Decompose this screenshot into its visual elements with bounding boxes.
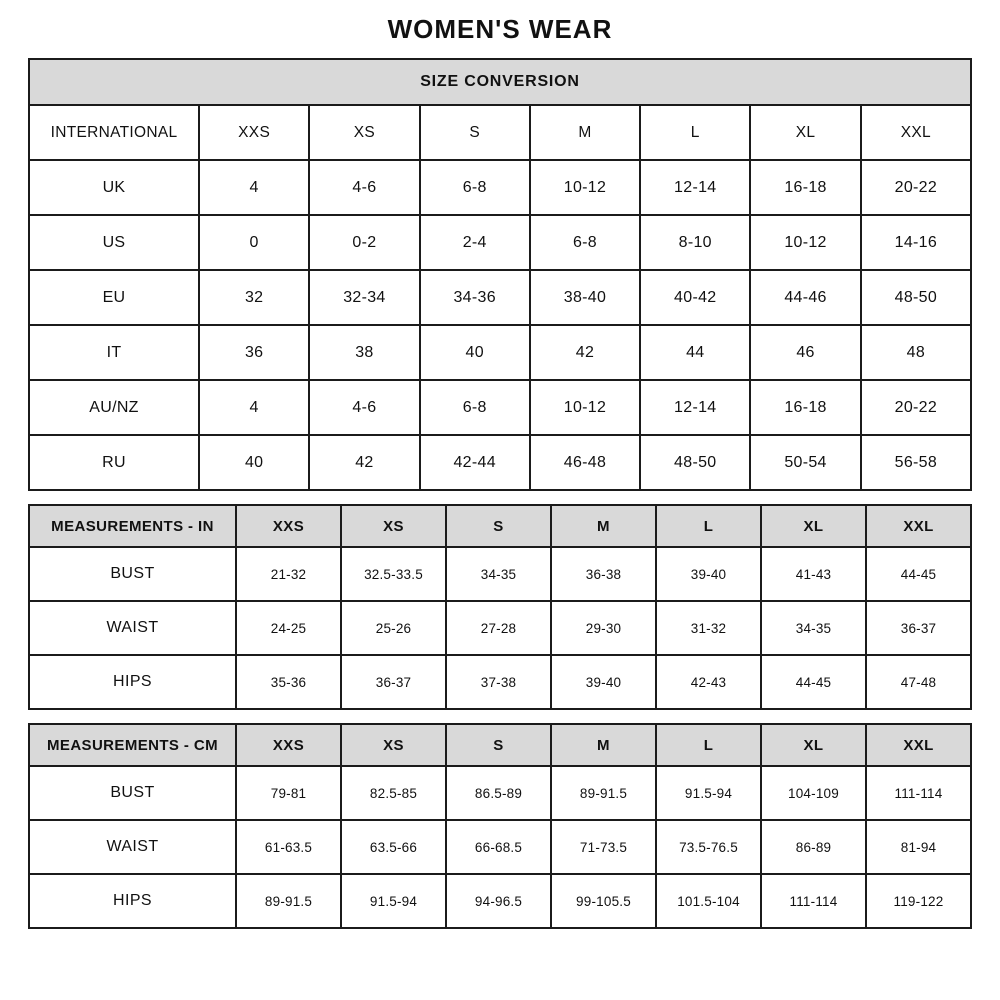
- size-conversion-value-cell: 4: [199, 380, 309, 435]
- size-conversion-value-cell: 38: [309, 325, 419, 380]
- size-conversion-value-cell: 10-12: [530, 380, 640, 435]
- size-conversion-row-label: EU: [29, 270, 199, 325]
- size-conversion-value-cell: 0-2: [309, 215, 419, 270]
- measurements-cm-value-cell: 63.5-66: [341, 820, 446, 874]
- measurements-cm-size-header: L: [656, 724, 761, 766]
- size-conversion-value-cell: 36: [199, 325, 309, 380]
- size-conversion-value-cell: 10-12: [530, 160, 640, 215]
- size-conversion-value-cell: 34-36: [420, 270, 530, 325]
- measurements-cm-value-cell: 81-94: [866, 820, 971, 874]
- size-conversion-row-label: AU/NZ: [29, 380, 199, 435]
- size-conversion-value-cell: 12-14: [640, 380, 750, 435]
- measurements-cm-value-cell: 111-114: [761, 874, 866, 928]
- measurements-cm-header-row: [29, 724, 971, 766]
- measurements-cm-row-label: WAIST: [29, 820, 236, 874]
- measurements-in-value-cell: 34-35: [446, 547, 551, 601]
- measurements-cm-value-cell: 111-114: [866, 766, 971, 820]
- measurements-in-value-cell: 39-40: [551, 655, 656, 709]
- size-conversion-value-cell: 46: [750, 325, 860, 380]
- measurements-cm-value-cell: 91.5-94: [341, 874, 446, 928]
- measurements-cm-row: [29, 820, 971, 874]
- size-conversion-header-label: INTERNATIONAL: [29, 105, 199, 160]
- size-conversion-row-label: UK: [29, 160, 199, 215]
- measurements-in-value-cell: 37-38: [446, 655, 551, 709]
- measurements-cm-value-cell: 82.5-85: [341, 766, 446, 820]
- measurements-in-value-cell: 25-26: [341, 601, 446, 655]
- size-conversion-value-cell: 2-4: [420, 215, 530, 270]
- size-conversion-value-cell: 10-12: [750, 215, 860, 270]
- size-conversion-size-header: XXL: [861, 105, 971, 160]
- size-conversion-value-cell: 42: [309, 435, 419, 490]
- size-conversion-size-header: L: [640, 105, 750, 160]
- measurements-cm-size-header: XL: [761, 724, 866, 766]
- measurements-in-value-cell: 34-35: [761, 601, 866, 655]
- size-conversion-row: [29, 270, 971, 325]
- measurements-in-value-cell: 35-36: [236, 655, 341, 709]
- measurements-in-value-cell: 44-45: [866, 547, 971, 601]
- measurements-in-size-header: XXS: [236, 505, 341, 547]
- size-conversion-size-header: XL: [750, 105, 860, 160]
- measurements-in-value-cell: 47-48: [866, 655, 971, 709]
- measurements-in-value-cell: 36-38: [551, 547, 656, 601]
- size-conversion-row: [29, 325, 971, 380]
- measurements-in-size-header: S: [446, 505, 551, 547]
- measurements-cm-value-cell: 73.5-76.5: [656, 820, 761, 874]
- measurements-cm-value-cell: 89-91.5: [551, 766, 656, 820]
- measurements-cm-value-cell: 104-109: [761, 766, 866, 820]
- measurements-in-header-label: MEASUREMENTS - IN: [29, 505, 236, 547]
- size-conversion-value-cell: 40-42: [640, 270, 750, 325]
- measurements-in-value-cell: 27-28: [446, 601, 551, 655]
- measurements-in-row: [29, 601, 971, 655]
- size-conversion-value-cell: 40: [199, 435, 309, 490]
- measurements-in-value-cell: 24-25: [236, 601, 341, 655]
- size-conversion-value-cell: 4-6: [309, 380, 419, 435]
- measurements-in-value-cell: 41-43: [761, 547, 866, 601]
- page-title: WOMEN'S WEAR: [387, 14, 613, 44]
- measurements-in-row-label: HIPS: [29, 655, 236, 709]
- measurements-cm-row: [29, 874, 971, 928]
- size-conversion-table: [28, 58, 972, 491]
- size-conversion-row-label: RU: [29, 435, 199, 490]
- size-conversion-value-cell: 32-34: [309, 270, 419, 325]
- measurements-cm-value-cell: 71-73.5: [551, 820, 656, 874]
- measurements-cm-value-cell: 91.5-94: [656, 766, 761, 820]
- size-conversion-row: [29, 160, 971, 215]
- measurements-cm-value-cell: 61-63.5: [236, 820, 341, 874]
- size-conversion-value-cell: 16-18: [750, 380, 860, 435]
- size-conversion-size-header: XS: [309, 105, 419, 160]
- size-conversion-value-cell: 38-40: [530, 270, 640, 325]
- measurements-cm-value-cell: 119-122: [866, 874, 971, 928]
- size-conversion-value-cell: 20-22: [861, 160, 971, 215]
- size-conversion-value-cell: 4: [199, 160, 309, 215]
- measurements-cm-size-header: M: [551, 724, 656, 766]
- measurements-cm-value-cell: 66-68.5: [446, 820, 551, 874]
- measurements-cm-table: [28, 723, 972, 929]
- size-conversion-value-cell: 6-8: [530, 215, 640, 270]
- measurements-in-size-header: XXL: [866, 505, 971, 547]
- size-conversion-value-cell: 0: [199, 215, 309, 270]
- measurements-in-value-cell: 29-30: [551, 601, 656, 655]
- size-conversion-value-cell: 6-8: [420, 380, 530, 435]
- size-conversion-value-cell: 48-50: [861, 270, 971, 325]
- measurements-cm-row: [29, 766, 971, 820]
- measurements-in-row: [29, 547, 971, 601]
- size-conversion-size-header: XXS: [199, 105, 309, 160]
- size-conversion-value-cell: 8-10: [640, 215, 750, 270]
- measurements-in-size-header: L: [656, 505, 761, 547]
- measurements-cm-size-header: XS: [341, 724, 446, 766]
- measurements-in-value-cell: 31-32: [656, 601, 761, 655]
- size-conversion-size-header: M: [530, 105, 640, 160]
- size-conversion-value-cell: 4-6: [309, 160, 419, 215]
- size-conversion-value-cell: 48: [861, 325, 971, 380]
- size-conversion-row: [29, 215, 971, 270]
- measurements-in-value-cell: 39-40: [656, 547, 761, 601]
- measurements-cm-size-header: XXL: [866, 724, 971, 766]
- measurements-in-row-label: WAIST: [29, 601, 236, 655]
- size-conversion-row: [29, 380, 971, 435]
- measurements-cm-size-header: S: [446, 724, 551, 766]
- measurements-in-value-cell: 21-32: [236, 547, 341, 601]
- measurements-in-value-cell: 36-37: [866, 601, 971, 655]
- measurements-in-row: [29, 655, 971, 709]
- measurements-cm-value-cell: 101.5-104: [656, 874, 761, 928]
- measurements-in-size-header: XS: [341, 505, 446, 547]
- size-conversion-value-cell: 40: [420, 325, 530, 380]
- size-conversion-banner: SIZE CONVERSION: [29, 59, 971, 105]
- size-conversion-value-cell: 56-58: [861, 435, 971, 490]
- measurements-in-row-label: BUST: [29, 547, 236, 601]
- size-conversion-value-cell: 42-44: [420, 435, 530, 490]
- measurements-cm-value-cell: 99-105.5: [551, 874, 656, 928]
- measurements-in-value-cell: 36-37: [341, 655, 446, 709]
- size-conversion-value-cell: 50-54: [750, 435, 860, 490]
- size-conversion-row: [29, 435, 971, 490]
- size-conversion-banner-row: [29, 59, 971, 105]
- measurements-in-size-header: XL: [761, 505, 866, 547]
- size-conversion-row-label: US: [29, 215, 199, 270]
- measurements-in-value-cell: 42-43: [656, 655, 761, 709]
- measurements-cm-size-header: XXS: [236, 724, 341, 766]
- size-conversion-value-cell: 48-50: [640, 435, 750, 490]
- measurements-in-size-header: M: [551, 505, 656, 547]
- size-conversion-value-cell: 12-14: [640, 160, 750, 215]
- size-conversion-value-cell: 20-22: [861, 380, 971, 435]
- measurements-in-value-cell: 32.5-33.5: [341, 547, 446, 601]
- measurements-cm-row-label: HIPS: [29, 874, 236, 928]
- measurements-cm-value-cell: 94-96.5: [446, 874, 551, 928]
- size-conversion-row-label: IT: [29, 325, 199, 380]
- size-conversion-value-cell: 6-8: [420, 160, 530, 215]
- size-conversion-header-row: [29, 105, 971, 160]
- size-conversion-value-cell: 14-16: [861, 215, 971, 270]
- size-conversion-value-cell: 44-46: [750, 270, 860, 325]
- measurements-cm-value-cell: 79-81: [236, 766, 341, 820]
- measurements-cm-row-label: BUST: [29, 766, 236, 820]
- measurements-in-table: [28, 504, 972, 710]
- measurements-in-header-row: [29, 505, 971, 547]
- measurements-in-value-cell: 44-45: [761, 655, 866, 709]
- size-conversion-size-header: S: [420, 105, 530, 160]
- size-conversion-value-cell: 42: [530, 325, 640, 380]
- measurements-cm-value-cell: 86.5-89: [446, 766, 551, 820]
- measurements-cm-value-cell: 86-89: [761, 820, 866, 874]
- size-conversion-value-cell: 32: [199, 270, 309, 325]
- size-conversion-value-cell: 44: [640, 325, 750, 380]
- measurements-cm-header-label: MEASUREMENTS - CM: [29, 724, 236, 766]
- size-conversion-value-cell: 46-48: [530, 435, 640, 490]
- size-conversion-value-cell: 16-18: [750, 160, 860, 215]
- measurements-cm-value-cell: 89-91.5: [236, 874, 341, 928]
